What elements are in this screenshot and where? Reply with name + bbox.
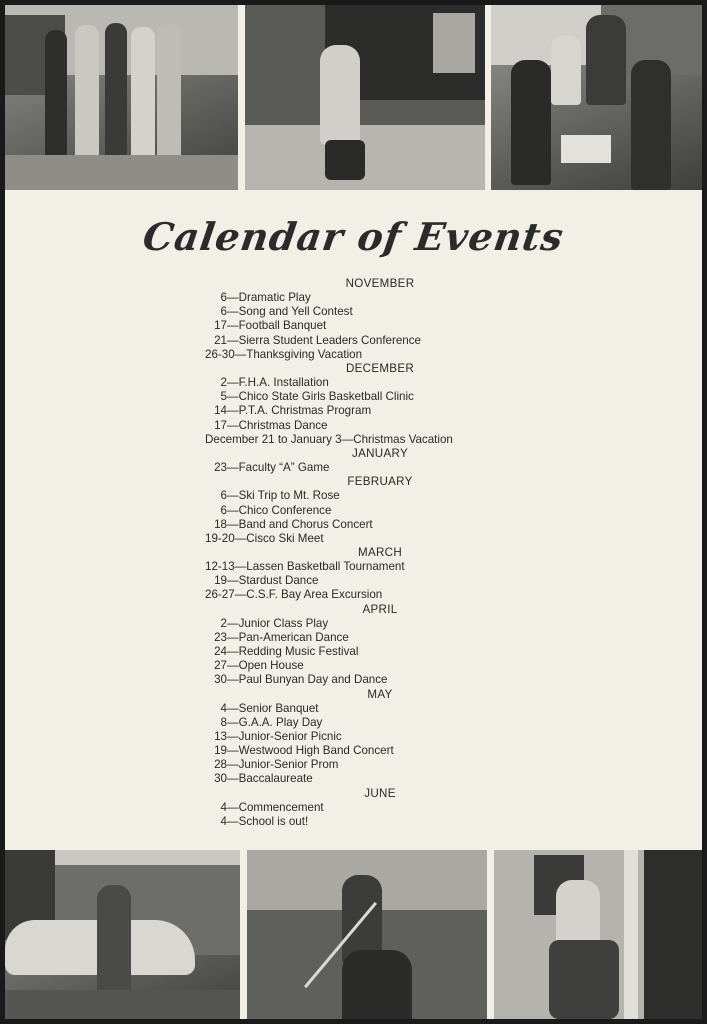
- event-separator: —: [234, 588, 247, 602]
- event-row: [205, 631, 525, 645]
- event-date: 14: [214, 404, 227, 418]
- event-separator: —: [227, 758, 239, 772]
- event-name: Christmas Dance: [238, 418, 328, 432]
- event-row: [205, 390, 525, 404]
- event-date: 30: [214, 772, 227, 786]
- event-name: Paul Bunyan Day and Dance: [238, 673, 388, 687]
- event-date: 17: [214, 319, 227, 333]
- event-separator: —: [227, 418, 239, 432]
- event-separator: —: [227, 744, 239, 758]
- event-row: [205, 744, 525, 758]
- event-date: 4: [220, 800, 227, 814]
- event-row: [205, 702, 525, 716]
- event-date: 30: [214, 673, 227, 687]
- calendar-of-events: [205, 277, 525, 829]
- event-date: 6: [220, 291, 227, 305]
- event-separator: —: [227, 376, 239, 390]
- event-name: School is out!: [238, 814, 309, 828]
- event-name: Chico Conference: [238, 503, 332, 517]
- yearbook-page: [5, 5, 702, 1019]
- event-row: [205, 376, 525, 390]
- event-name: Christmas Vacation: [353, 432, 453, 446]
- event-date: December 21 to January 3: [205, 432, 342, 446]
- event-row: [205, 461, 525, 475]
- photo-group-of-girls: [5, 5, 238, 190]
- event-separator: —: [341, 432, 354, 446]
- event-row: [205, 348, 525, 362]
- event-row: [205, 334, 525, 348]
- event-date: 19: [214, 744, 227, 758]
- event-separator: —: [227, 319, 239, 333]
- event-name: Redding Music Festival: [238, 645, 359, 659]
- event-row: [205, 574, 525, 588]
- event-row: [205, 801, 525, 815]
- event-row: [205, 532, 525, 546]
- event-name: Football Banquet: [238, 319, 327, 333]
- event-row: [205, 645, 525, 659]
- event-row: [205, 319, 525, 333]
- page-title: Calendar of Events: [140, 214, 567, 259]
- event-date: 19-20: [205, 531, 235, 545]
- event-date: 28: [214, 758, 227, 772]
- event-row: [205, 617, 525, 631]
- photo-student-sitting-in-doorway: [494, 850, 702, 1019]
- photo-girl-kneeling-by-steps: [245, 5, 485, 190]
- event-row: [205, 560, 525, 574]
- event-date: 4: [220, 814, 227, 828]
- event-date: 18: [214, 517, 227, 531]
- event-name: Open House: [238, 659, 304, 673]
- month-heading: NOVEMBER: [345, 277, 415, 290]
- event-name: Band and Chorus Concert: [238, 517, 373, 531]
- event-name: Faculty “A” Game: [238, 461, 330, 475]
- event-row: [205, 815, 525, 829]
- event-name: Lassen Basketball Tournament: [246, 560, 405, 574]
- event-name: Stardust Dance: [238, 574, 319, 588]
- month-heading: JUNE: [364, 786, 396, 800]
- event-separator: —: [227, 772, 239, 786]
- photo-girl-with-golf-club: [247, 850, 487, 1019]
- month-heading: DECEMBER: [345, 361, 415, 375]
- event-row: [205, 673, 525, 687]
- event-date: 24: [214, 645, 227, 659]
- event-separator: —: [227, 800, 239, 814]
- event-separator: —: [227, 489, 239, 503]
- photo-group-of-boys: [491, 5, 702, 190]
- month-heading: MARCH: [357, 545, 402, 559]
- event-separator: —: [227, 645, 239, 659]
- event-date: 19: [214, 574, 227, 588]
- event-row: [205, 659, 525, 673]
- event-row: [205, 758, 525, 772]
- event-row: [205, 419, 525, 433]
- event-name: Cisco Ski Meet: [246, 531, 324, 545]
- event-row: [205, 588, 525, 602]
- event-name: Chico State Girls Basketball Clinic: [238, 390, 414, 404]
- event-date: 2: [220, 616, 227, 630]
- event-date: 27: [214, 659, 227, 673]
- event-separator: —: [227, 503, 239, 517]
- event-date: 6: [220, 489, 227, 503]
- event-row: [205, 504, 525, 518]
- event-date: 6: [220, 503, 227, 517]
- event-name: Thanksgiving Vacation: [246, 347, 363, 361]
- event-name: Sierra Student Leaders Conference: [238, 333, 421, 347]
- event-row: [205, 433, 525, 447]
- event-date: 2: [220, 376, 227, 390]
- event-name: Song and Yell Contest: [238, 305, 353, 319]
- event-date: 4: [220, 701, 227, 715]
- event-date: 21: [214, 333, 227, 347]
- event-separator: —: [227, 715, 239, 729]
- event-row: [205, 404, 525, 418]
- event-separator: —: [227, 390, 239, 404]
- event-date: 13: [214, 730, 227, 743]
- event-name: Dramatic Play: [238, 291, 311, 305]
- event-separator: —: [227, 659, 239, 673]
- event-row: [205, 730, 525, 744]
- event-separator: —: [227, 461, 239, 475]
- event-separator: —: [227, 730, 239, 743]
- event-name: Junior-Senior Picnic: [238, 730, 342, 743]
- event-date: 26-27: [205, 588, 235, 602]
- event-separator: —: [227, 673, 239, 687]
- event-name: Ski Trip to Mt. Rose: [238, 489, 340, 503]
- event-separator: —: [227, 305, 239, 319]
- event-name: Baccalaureate: [238, 772, 313, 786]
- event-row: [205, 772, 525, 786]
- event-row: [205, 716, 525, 730]
- event-separator: —: [227, 616, 239, 630]
- event-separator: —: [234, 560, 247, 574]
- event-date: 12-13: [205, 560, 235, 574]
- event-date: 26-30: [205, 347, 235, 361]
- event-name: Senior Banquet: [238, 701, 319, 715]
- event-name: G.A.A. Play Day: [238, 715, 323, 729]
- event-separator: —: [227, 333, 239, 347]
- month-heading: JANUARY: [351, 446, 408, 460]
- event-name: Commencement: [238, 800, 324, 814]
- event-row: [205, 305, 525, 319]
- event-name: Westwood High Band Concert: [238, 744, 394, 758]
- event-date: 17: [214, 418, 227, 432]
- event-row: [205, 291, 525, 305]
- event-name: C.S.F. Bay Area Excursion: [246, 588, 383, 602]
- event-separator: —: [227, 814, 239, 828]
- event-separator: —: [227, 701, 239, 715]
- month-heading: APRIL: [362, 602, 398, 616]
- event-name: Junior-Senior Prom: [238, 758, 339, 772]
- event-separator: —: [234, 531, 247, 545]
- event-date: 6: [220, 305, 227, 319]
- event-separator: —: [227, 630, 239, 644]
- month-heading: MAY: [367, 687, 393, 701]
- event-date: 23: [214, 630, 227, 644]
- month-heading: FEBRUARY: [347, 475, 413, 489]
- event-row: [205, 518, 525, 532]
- event-name: P.T.A. Christmas Program: [238, 404, 372, 418]
- event-separator: —: [234, 347, 247, 361]
- event-name: Pan-American Dance: [238, 630, 349, 644]
- event-name: Junior Class Play: [238, 616, 329, 630]
- photo-woman-by-car: [5, 850, 240, 1019]
- event-name: F.H.A. Installation: [238, 376, 329, 390]
- event-separator: —: [227, 291, 239, 305]
- event-date: 8: [220, 715, 227, 729]
- event-date: 5: [220, 390, 227, 404]
- event-separator: —: [227, 404, 239, 418]
- event-row: [205, 489, 525, 503]
- event-separator: —: [227, 517, 239, 531]
- event-separator: —: [227, 574, 239, 588]
- event-date: 23: [214, 461, 227, 475]
